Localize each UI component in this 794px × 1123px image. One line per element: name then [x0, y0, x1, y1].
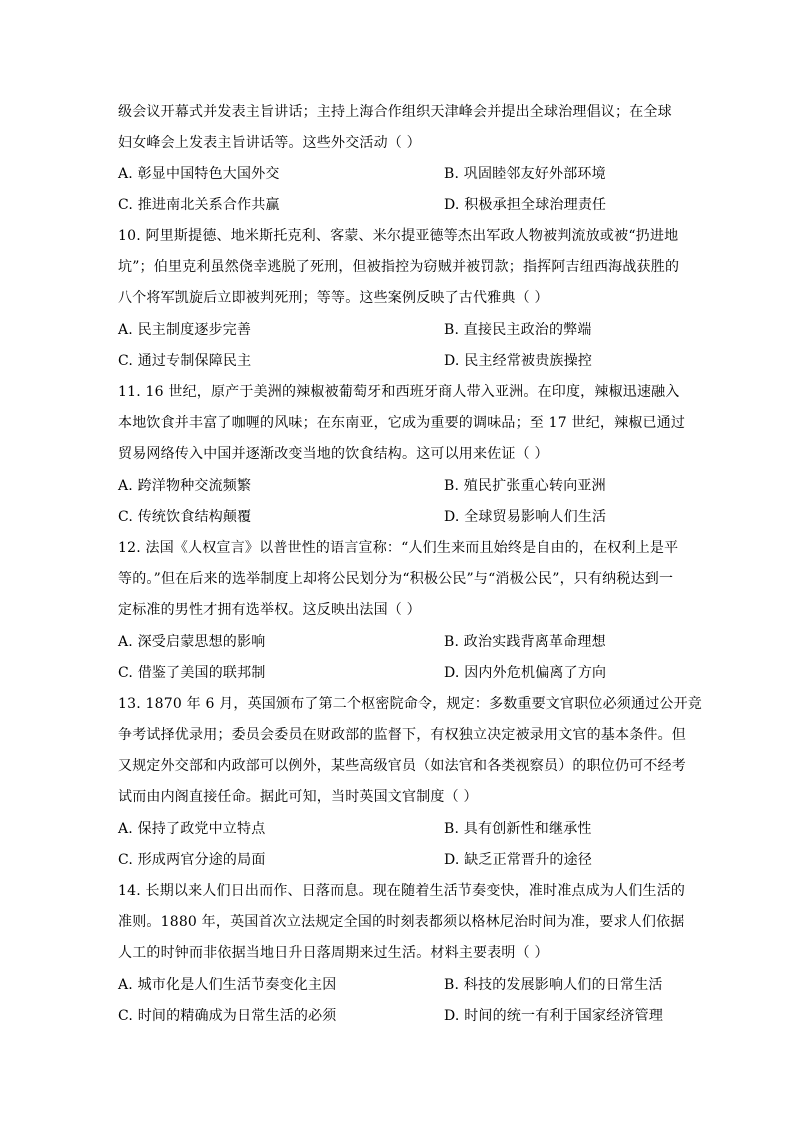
- q9-stem-line-1: 级会议开幕式并发表主旨讲话；主持上海合作组织天津峰会并提出全球治理倡议；在全球: [118, 104, 672, 120]
- q13-option-a: A. 保持了政党中立特点: [118, 821, 266, 837]
- q13-option-b: B. 具有创新性和继承性: [444, 821, 592, 837]
- q14-stem-line-1: 14. 长期以来人们日出而作、日落而息。现在随着生活节奏变快，准时准点成为人们生活的: [118, 883, 686, 899]
- q10-option-b: B. 直接民主政治的弊端: [444, 322, 592, 338]
- q12-option-d: D. 因内外危机偏离了方向: [444, 665, 607, 681]
- q12-stem-line-1: 12. 法国《人权宣言》以普世性的语言宣称：“人们生来而且始终是自由的，在权利上是平: [118, 540, 679, 556]
- q13-stem-line-4: 试而由内阁直接任命。据此可知，当时英国文官制度（ ）: [118, 789, 478, 805]
- q12-option-c: C. 借鉴了美国的联邦制: [118, 665, 266, 681]
- q12-option-a: A. 深受启蒙思想的影响: [118, 634, 266, 650]
- q10-stem-line-3: 八个将军凯旋后立即被判死刑；等等。这些案例反映了古代雅典（ ）: [118, 290, 549, 306]
- q14-option-d: D. 时间的统一有利于国家经济管理: [444, 1008, 664, 1024]
- q11-stem-line-2: 本地饮食并丰富了咖喱的风味；在东南亚，它成为重要的调味品；至 17 世纪，辣椒已通过: [118, 415, 686, 431]
- q9-option-c: C. 推进南北关系合作共赢: [118, 197, 280, 213]
- q9-option-b: B. 巩固睦邻友好外部环境: [444, 166, 606, 182]
- q11-option-a: A. 跨洋物种交流频繁: [118, 478, 252, 494]
- q14-option-c: C. 时间的精确成为日常生活的必须: [118, 1008, 337, 1024]
- q9-option-d: D. 积极承担全球治理责任: [444, 197, 607, 213]
- q9-option-a: A. 彰显中国特色大国外交: [118, 166, 280, 182]
- q13-option-c: C. 形成两官分途的局面: [118, 852, 266, 868]
- q13-option-d: D. 缺乏正常晋升的途径: [444, 852, 593, 868]
- q10-option-c: C. 通过专制保障民主: [118, 353, 252, 369]
- q10-stem-line-1: 10. 阿里斯提德、地米斯托克利、客蒙、米尔提亚德等杰出军政人物被判流放或被“扔进地: [118, 228, 679, 244]
- q14-option-b: B. 科技的发展影响人们的日常生活: [444, 977, 663, 993]
- q11-option-d: D. 全球贸易影响人们生活: [444, 509, 607, 525]
- q12-stem-line-2: 等的。”但在后来的选举制度上却将公民划分为“积极公民”与“消极公民”，只有纳税达到一: [118, 571, 674, 587]
- q11-stem-line-3: 贸易网络传入中国并逐渐改变当地的饮食结构。这可以用来佐证（ ）: [118, 446, 549, 462]
- q13-stem-line-2: 争考试择优录用；委员会委员在财政部的监督下，有权独立决定被录用文官的基本条件。但: [118, 727, 686, 743]
- q11-option-c: C. 传统饮食结构颠覆: [118, 509, 252, 525]
- q10-option-a: A. 民主制度逐步完善: [118, 322, 252, 338]
- q11-option-b: B. 殖民扩张重心转向亚洲: [444, 478, 606, 494]
- q13-stem-line-3: 又规定外交部和内政部可以例外，某些高级官员（如法官和各类视察员）的职位仍可不经考: [118, 758, 686, 774]
- q9-stem-line-2: 妇女峰会上发表主旨讲话等。这些外交活动（ ）: [118, 135, 421, 151]
- q13-stem-line-1: 13. 1870 年 6 月，英国颁布了第二个枢密院命令，规定：多数重要文官职位必须通过公开竞: [118, 696, 702, 712]
- q14-stem-line-2: 准则。1880 年，英国首次立法规定全国的时刻表都须以格林尼治时间为准，要求人们依据: [118, 914, 685, 930]
- q10-stem-line-2: 坑”；伯里克利虽然侥幸逃脱了死刑，但被指控为窃贼并被罚款；指挥阿吉纽西海战获胜的: [118, 259, 680, 275]
- q12-option-b: B. 政治实践背离革命理想: [444, 634, 606, 650]
- q12-stem-line-3: 定标准的男性才拥有选举权。这反映出法国（ ）: [118, 602, 421, 618]
- q14-stem-line-3: 人工的时钟而非依据当地日升日落周期来过生活。材料主要表明（ ）: [118, 945, 549, 961]
- q10-option-d: D. 民主经常被贵族操控: [444, 353, 593, 369]
- q14-option-a: A. 城市化是人们生活节奏变化主因: [118, 977, 337, 993]
- q11-stem-line-1: 11. 16 世纪，原产于美洲的辣椒被葡萄牙和西班牙商人带入亚洲。在印度，辣椒迅速融入: [118, 384, 680, 400]
